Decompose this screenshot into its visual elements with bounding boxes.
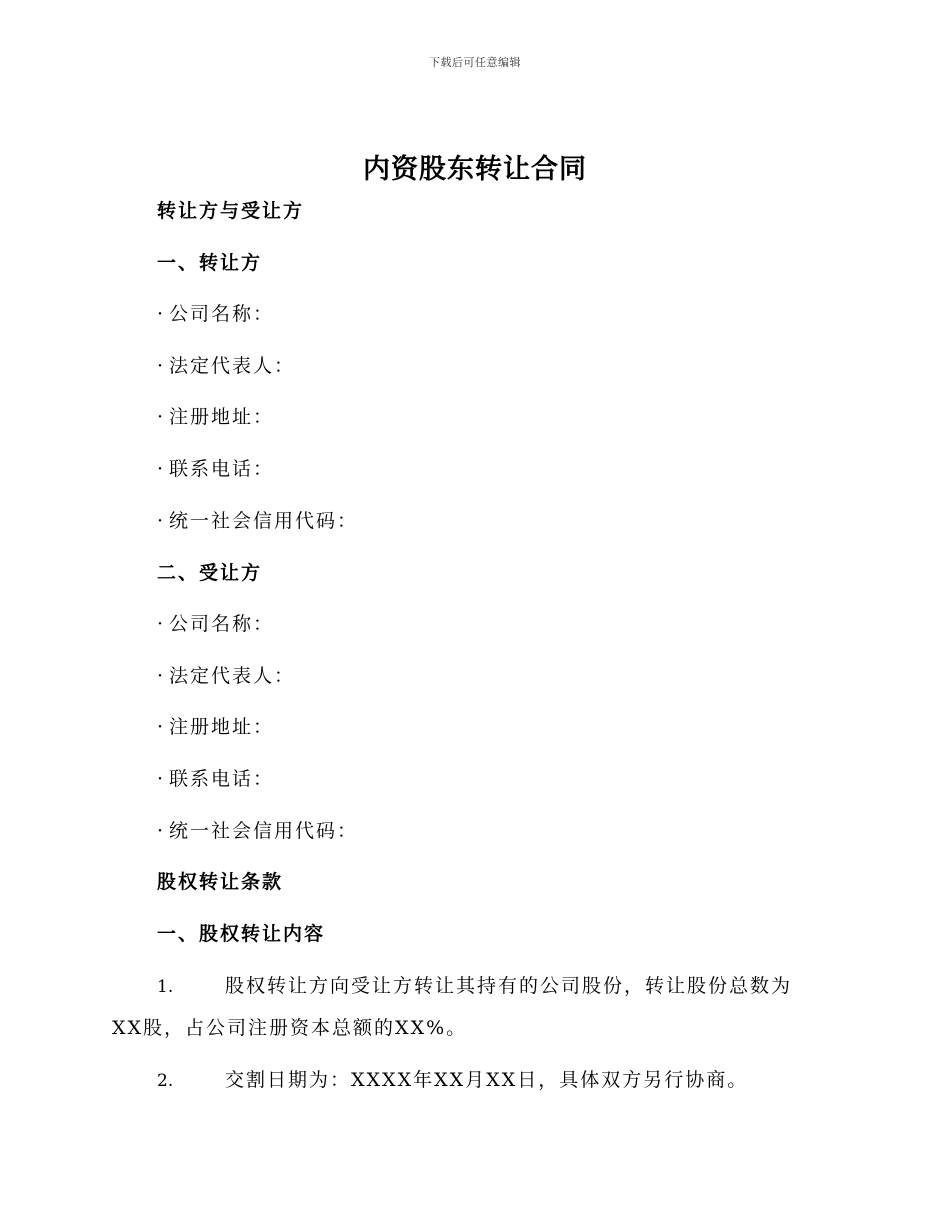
transferor-heading: 一、转让方 xyxy=(157,252,263,274)
terms-subheading-content: 一、股权转让内容 xyxy=(157,923,326,945)
bullet-icon: · xyxy=(157,768,166,790)
clause-2-line-1 xyxy=(157,1066,748,1095)
bullet-icon: · xyxy=(157,458,166,480)
field-label: 联系电话： xyxy=(169,768,275,790)
transferee-field-legal-rep xyxy=(157,662,295,690)
bullet-icon: · xyxy=(157,820,166,842)
transferor-field-legal-rep xyxy=(157,352,295,380)
field-label: 统一社会信用代码： xyxy=(169,820,359,842)
field-label: 联系电话： xyxy=(169,458,275,480)
section-heading-terms: 股权转让条款 xyxy=(157,871,284,893)
field-label: 公司名称： xyxy=(169,613,275,635)
transferee-field-address xyxy=(157,713,274,741)
bullet-icon: · xyxy=(157,716,166,738)
clause-number: 2. xyxy=(157,1071,174,1091)
transferee-field-phone xyxy=(157,765,274,793)
header-note: 下载后可任意编辑 xyxy=(429,56,521,69)
clause-number: 1. xyxy=(157,977,174,997)
section-heading-parties: 转让方与受让方 xyxy=(157,200,305,222)
bullet-icon: · xyxy=(157,303,166,325)
clause-text: 交割日期为：XXXX年XX月XX日，具体双方另行协商。 xyxy=(225,1069,749,1091)
field-label: 法定代表人： xyxy=(169,355,296,377)
transferee-field-credit-code xyxy=(157,817,358,845)
clause-1-line-2: XX股，占公司注册资本总额的XX%。 xyxy=(112,1017,468,1039)
bullet-icon: · xyxy=(157,510,166,532)
document-title: 内资股东转让合同 xyxy=(363,154,587,185)
field-label: 法定代表人： xyxy=(169,665,296,687)
bullet-icon: · xyxy=(157,665,166,687)
field-label: 公司名称： xyxy=(169,303,275,325)
clause-1-line-1 xyxy=(157,972,792,1001)
field-label: 注册地址： xyxy=(169,406,275,428)
clause-text: 股权转让方向受让方转让其持有的公司股份，转让股份总数为 xyxy=(225,975,793,997)
bullet-icon: · xyxy=(157,355,166,377)
field-label: 注册地址： xyxy=(169,716,275,738)
field-label: 统一社会信用代码： xyxy=(169,510,359,532)
transferor-field-address xyxy=(157,403,274,431)
transferee-field-company-name xyxy=(157,610,274,638)
bullet-icon: · xyxy=(157,406,166,428)
transferee-heading: 二、受让方 xyxy=(157,562,263,584)
transferor-field-company-name xyxy=(157,300,274,328)
transferor-field-credit-code xyxy=(157,507,358,535)
transferor-field-phone xyxy=(157,455,274,483)
bullet-icon: · xyxy=(157,613,166,635)
